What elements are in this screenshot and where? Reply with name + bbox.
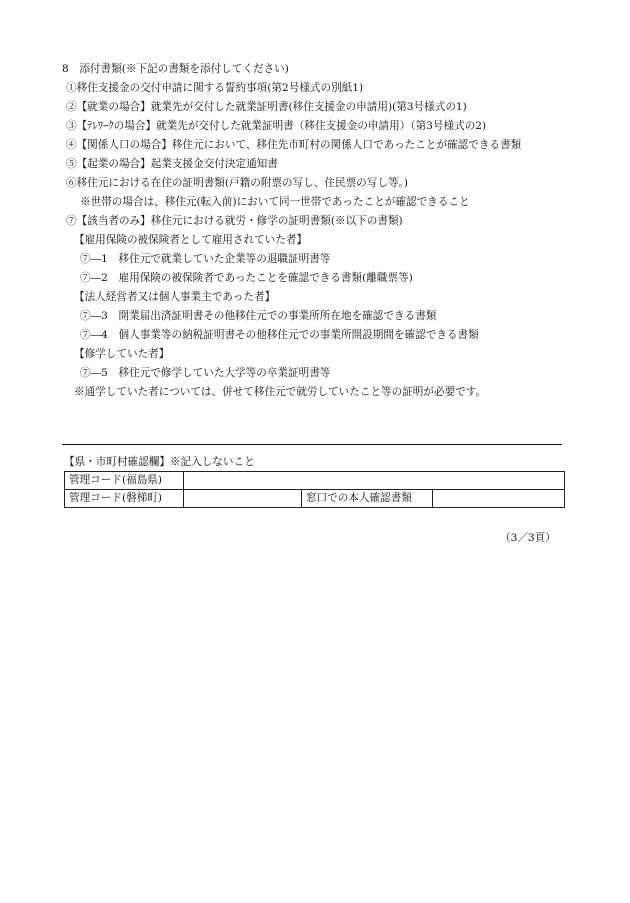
attachment-item-7-4: ⑦―4 個人事業等の納税証明書その他移住元での事業所開設期間を確認できる書類 [80,329,479,341]
attachment-item-5: ⑤【起業の場合】起業支援金交付決定通知書 [66,158,278,170]
attachment-item-7-1: ⑦―1 移住元で就業していた企業等の退職証明書等 [80,253,331,265]
attachment-item-7-3: ⑦―3 開業届出済証明書その他移住元での事業所所在地を確認できる書類 [80,310,437,322]
confirmation-table [64,471,565,508]
subsection-business-owner: 【法人経営者又は個人事業主であった者】 [74,291,276,303]
subsection-insured-employee: 【雇用保険の被保険者として雇用されていた者】 [74,234,308,246]
identity-document-value [433,490,565,508]
attachment-item-4: ④【関係人口の場合】移住元において、移住先市町村の関係人口であったことが確認できる書類 [66,139,522,151]
table-row [65,490,565,508]
table-row [65,472,565,490]
attachment-note-commuter: ※通学していた者については、併せて移住元で就労していたこと等の証明が必要です。 [74,386,487,398]
section-divider [62,444,562,445]
attachment-item-2: ②【就業の場合】就業先が交付した就業証明書(移住支援金の申請用)(第3号様式の1) [66,101,467,113]
attachment-note-household: ※世帯の場合は、移住元(転入前)において同一世帯であったことが確認できること [80,196,470,208]
management-code-fukushima-value [184,472,565,490]
attachment-item-1: ①移住支援金の交付申請に関する誓約事項(第2号様式の別紙1) [66,82,364,94]
page-number: （3／3頁） [500,532,556,544]
attachment-item-6: ⑥移住元における在住の証明書類(戸籍の附票の写し、住民票の写し等。) [66,177,408,189]
identity-document-label: 窓口での本人確認書類 [302,490,433,508]
attachment-item-7-5: ⑦―5 移住元で修学していた大学等の卒業証明書等 [80,367,331,379]
management-code-bandai-label: 管理コード(磐梯町) [65,490,184,508]
attachment-item-7-2: ⑦―2 雇用保険の被保険者であったことを確認できる書類(離職票等) [80,272,413,284]
subsection-student: 【修学していた者】 [74,348,170,360]
attachments-heading: 8 添付書類(※下記の書類を添付してください) [62,63,289,75]
management-code-bandai-value [184,490,302,508]
management-code-fukushima-label: 管理コード(福島県) [65,472,184,490]
confirmation-title: 【県・市町村確認欄】※記入しないこと [64,456,255,468]
attachment-item-7: ⑦【該当者のみ】移住元における就労・修学の証明書類(※以下の書類) [66,215,403,227]
attachment-item-3: ③【ﾃﾚﾜｰｸの場合】就業先が交付した就業証明書（移住支援金の申請用）（第3号様式の2) [66,120,487,132]
